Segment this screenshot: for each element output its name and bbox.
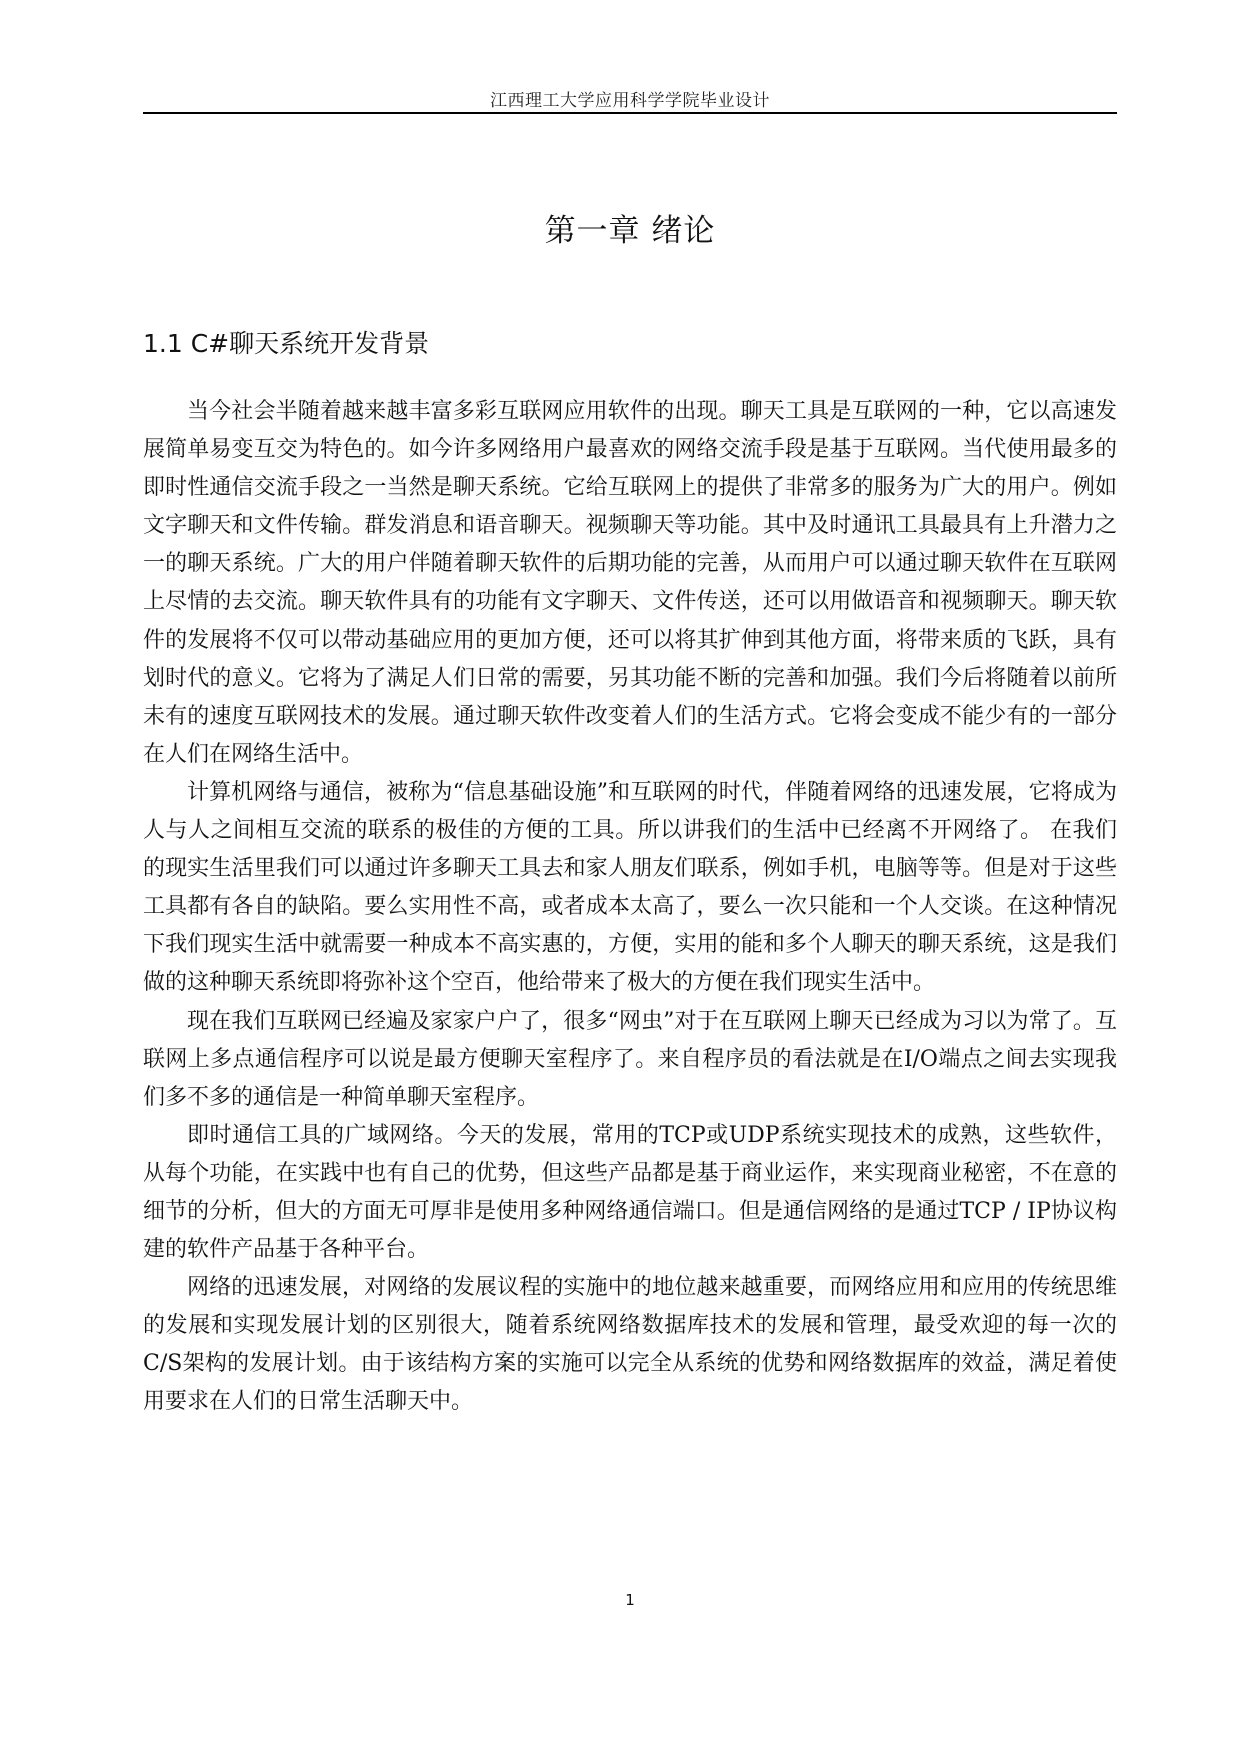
- chapter-title: 第一章 绪论: [544, 213, 716, 249]
- paragraph: 计算机网络与通信，被称为“信息基础设施”和互联网的时代，伴随着网络的迅速发展，它将成为人与人之间相互交流的联系的极佳的方便的工具。所以讲我们的生活中已经离不开网络了。 在我们的现实生活里我们可以通过许多聊天工具去和家人朋友们联系，例如手机，电脑等等。但是对于这些工具都有各自的缺陷。要么实用性不高，或者成本太高了，要么一次只能和一个人交谈。在这种情况下我们现实生活中就需要一种成本不高实惠的，方便，实用的能和多个人聊天的聊天系统，这是我们做的这种聊天系统即将弥补这个空百，他给带来了极大的方便在我们现实生活中。: [143, 779, 1117, 996]
- section-title: 1.1 C#聊天系统开发背景: [143, 329, 430, 358]
- header-divider: [143, 112, 1117, 114]
- paragraph: 现在我们互联网已经遍及家家户户了，很多“网虫”对于在互联网上聊天已经成为习以为常了。互联网上多点通信程序可以说是最方便聊天室程序了。来自程序员的看法就是在I/O端点之间去实现我们多不多的通信是一种简单聊天室程序。: [143, 1008, 1117, 1110]
- body-text: [143, 393, 1117, 1422]
- page-number: 1: [625, 1591, 635, 1609]
- running-header: 江西理工大学应用科学学院毕业设计: [490, 91, 770, 111]
- paragraph: 当今社会半随着越来越丰富多彩互联网应用软件的出现。聊天工具是互联网的一种，它以高速发展简单易变互交为特色的。如今许多网络用户最喜欢的网络交流手段是基于互联网。当代使用最多的即时性通信交流手段之一当然是聊天系统。它给互联网上的提供了非常多的服务为广大的用户。例如文字聊天和文件传输。群发消息和语音聊天。视频聊天等功能。其中及时通讯工具最具有上升潜力之一的聊天系统。广大的用户伴随着聊天软件的后期功能的完善，从而用户可以通过聊天软件在互联网上尽情的去交流。聊天软件具有的功能有文字聊天、文件传送，还可以用做语音和视频聊天。聊天软件的发展将不仅可以带动基础应用的更加方便，还可以将其扩伸到其他方面，将带来质的飞跃，具有划时代的意义。它将为了满足人们日常的需要，另其功能不断的完善和加强。我们今后将随着以前所未有的速度互联网技术的发展。通过聊天软件改变着人们的生活方式。它将会变成不能少有的一部分在人们在网络生活中。: [143, 399, 1117, 767]
- paragraph: 网络的迅速发展，对网络的发展议程的实施中的地位越来越重要，而网络应用和应用的传统思维的发展和实现发展计划的区别很大，随着系统网络数据库技术的发展和管理，最受欢迎的每一次的C/S架构的发展计划。由于该结构方案的实施可以完全从系统的优势和网络数据库的效益，满足着使用要求在人们的日常生活聊天中。: [143, 1275, 1117, 1415]
- paragraph: 即时通信工具的广域网络。今天的发展，常用的TCP或UDP系统实现技术的成熟，这些软件，从每个功能，在实践中也有自己的优势，但这些产品都是基于商业运作，来实现商业秘密，不在意的细节的分析，但大的方面无可厚非是使用多种网络通信端口。但是通信网络的是通过TCP / IP协议构建的软件产品基于各种平台。: [143, 1122, 1117, 1263]
